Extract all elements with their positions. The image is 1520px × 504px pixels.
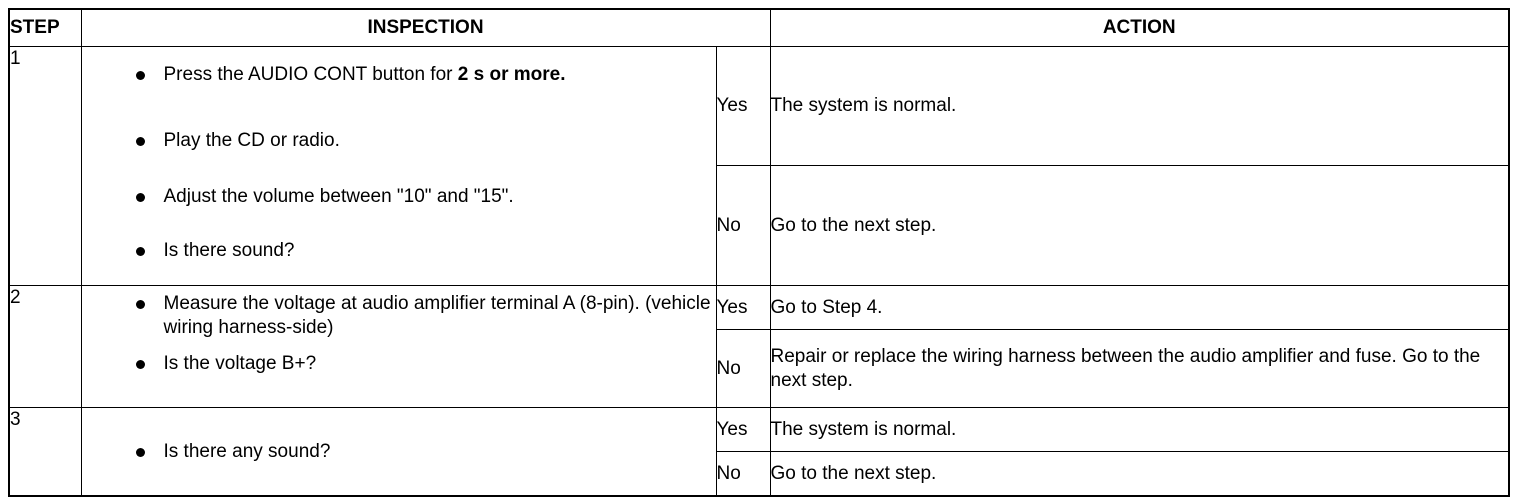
- bullet-icon: [136, 193, 145, 202]
- list-item: [136, 352, 716, 376]
- action-text: Repair or replace the wiring harness between the audio amplifier and fuse. Go to the next step.: [770, 330, 1509, 408]
- action-header: ACTION: [770, 9, 1509, 47]
- step-number: 1: [9, 47, 81, 286]
- bullet-text: Press the AUDIO CONT button for: [163, 64, 458, 86]
- answer-no: No: [716, 452, 770, 496]
- action-text: Go to the next step.: [770, 166, 1509, 286]
- list-item: [136, 440, 716, 464]
- action-text: The system is normal.: [770, 47, 1509, 166]
- bullet-icon: [136, 360, 145, 369]
- inspection-list: [82, 440, 716, 464]
- bullet-text: Is there any sound?: [163, 440, 331, 462]
- bullet-text: Is the voltage B+?: [163, 353, 317, 375]
- bullet-text: Is there sound?: [163, 240, 295, 262]
- bullet-icon: [136, 247, 145, 256]
- table-row: [9, 286, 1509, 330]
- bullet-icon: [136, 300, 145, 309]
- answer-yes: Yes: [716, 286, 770, 330]
- action-text: Go to Step 4.: [770, 286, 1509, 330]
- bullet-text: Adjust the volume between "10" and "15".: [163, 186, 514, 208]
- table-row: [9, 408, 1509, 452]
- bullet-icon: [136, 448, 145, 457]
- bullet-icon: [136, 71, 145, 80]
- inspection-list: [82, 63, 716, 263]
- bullet-icon: [136, 137, 145, 146]
- inspection-list: [82, 292, 716, 376]
- inspection-cell: [81, 286, 716, 408]
- table-row: [9, 47, 1509, 166]
- list-item: [136, 63, 716, 129]
- answer-no: No: [716, 330, 770, 408]
- bullet-bold-text: 2 s or more.: [457, 64, 566, 86]
- bullet-text: Play the CD or radio.: [163, 130, 340, 152]
- list-item: [136, 239, 716, 263]
- step-header: STEP: [9, 9, 81, 47]
- diagnostic-table: [8, 8, 1510, 497]
- step-number: 2: [9, 286, 81, 408]
- step-number: 3: [9, 408, 81, 496]
- action-text: Go to the next step.: [770, 452, 1509, 496]
- inspection-cell: [81, 408, 716, 496]
- inspection-header: INSPECTION: [81, 9, 770, 47]
- action-text: The system is normal.: [770, 408, 1509, 452]
- inspection-cell: [81, 47, 716, 286]
- answer-no: No: [716, 166, 770, 286]
- list-item: [136, 292, 716, 352]
- answer-yes: Yes: [716, 408, 770, 452]
- answer-yes: Yes: [716, 47, 770, 166]
- list-item: [136, 129, 716, 185]
- bullet-text: Measure the voltage at audio amplifier terminal A (8-pin). (vehicle wiring harness-side): [163, 293, 711, 339]
- list-item: [136, 185, 716, 239]
- header-row: [9, 9, 1509, 47]
